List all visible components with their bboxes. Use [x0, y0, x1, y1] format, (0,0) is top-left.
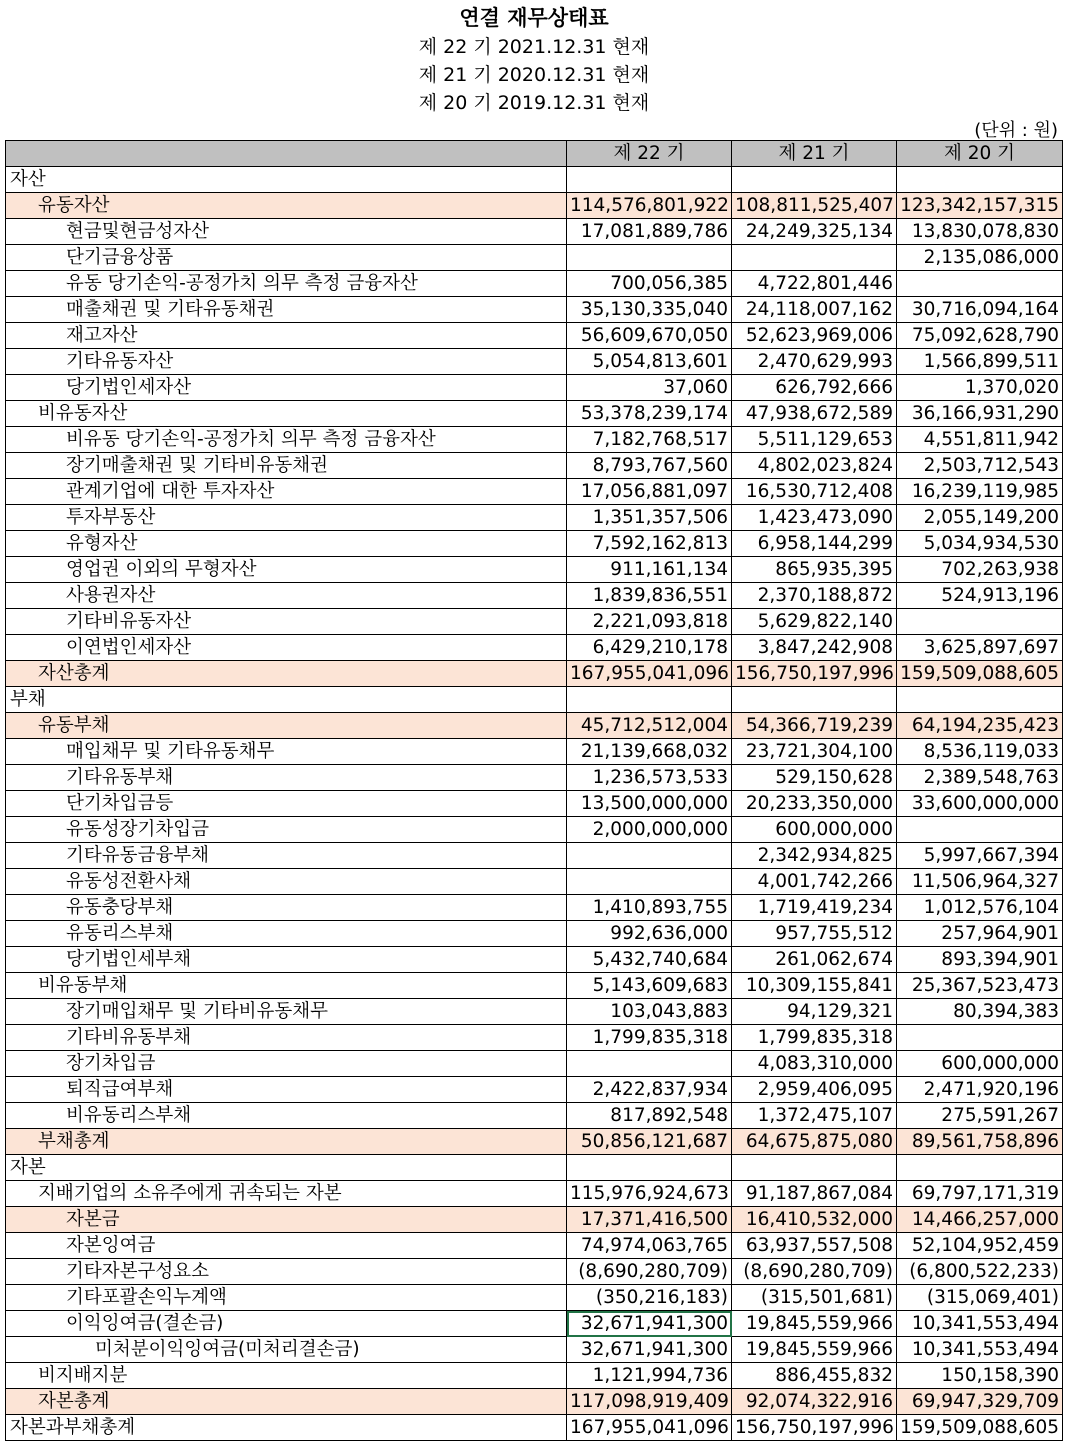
value-cell-20[interactable]: 2,471,920,196: [897, 1077, 1063, 1103]
value-cell-20[interactable]: 1,566,899,511: [897, 349, 1063, 375]
row-label[interactable]: 자본과부채총계: [6, 1415, 567, 1441]
table-row: [6, 1259, 1063, 1285]
header-row: [6, 141, 1063, 167]
value-cell-21[interactable]: 2,470,629,993: [732, 349, 897, 375]
row-label[interactable]: 자본금: [6, 1207, 567, 1233]
value-cell-21[interactable]: [732, 167, 897, 193]
value-cell-21[interactable]: (8,690,280,709): [732, 1259, 897, 1285]
value-cell-22[interactable]: [567, 843, 732, 869]
row-label[interactable]: 유동 당기손익-공정가치 의무 측정 금융자산: [6, 271, 567, 297]
table-row: [6, 609, 1063, 635]
period-22: 제 22 기 2021.12.31 현재: [418, 36, 650, 58]
table-row: [6, 245, 1063, 271]
table-row: [6, 1207, 1063, 1233]
table-row: [6, 193, 1063, 219]
row-label[interactable]: 이익잉여금(결손금): [6, 1311, 567, 1337]
header-period-22[interactable]: 제 22 기: [567, 141, 732, 167]
table-row: [6, 1285, 1063, 1311]
table-row: [6, 661, 1063, 687]
value-cell-22[interactable]: 13,500,000,000: [567, 791, 732, 817]
row-label[interactable]: 지배기업의 소유주에게 귀속되는 자본: [6, 1181, 567, 1207]
row-label[interactable]: 기타유동금융부채: [6, 843, 567, 869]
row-label[interactable]: 기타비유동부채: [6, 1025, 567, 1051]
value-cell-21[interactable]: [732, 687, 897, 713]
row-label[interactable]: 자본: [6, 1155, 567, 1181]
value-cell-22[interactable]: (8,690,280,709): [567, 1259, 732, 1285]
value-cell-20[interactable]: 69,947,329,709: [897, 1389, 1063, 1415]
value-cell-22[interactable]: [567, 167, 732, 193]
value-cell-22[interactable]: 32,671,941,300: [567, 1337, 732, 1363]
value-cell-21[interactable]: 64,675,875,080: [732, 1129, 897, 1155]
table-row: [6, 323, 1063, 349]
row-label[interactable]: 장기차입금: [6, 1051, 567, 1077]
row-label[interactable]: 장기매입채무 및 기타비유동채무: [6, 999, 567, 1025]
value-cell-21[interactable]: 54,366,719,239: [732, 713, 897, 739]
table-row: [6, 999, 1063, 1025]
value-cell-22[interactable]: 700,056,385: [567, 271, 732, 297]
value-cell-20[interactable]: 893,394,901: [897, 947, 1063, 973]
value-cell-21[interactable]: 2,370,188,872: [732, 583, 897, 609]
value-cell-21[interactable]: 4,083,310,000: [732, 1051, 897, 1077]
table-row: [6, 713, 1063, 739]
row-label[interactable]: 유동성장기차입금: [6, 817, 567, 843]
value-cell-20[interactable]: 10,341,553,494: [897, 1311, 1063, 1337]
value-cell-20[interactable]: 33,600,000,000: [897, 791, 1063, 817]
value-cell-22[interactable]: 1,799,835,318: [567, 1025, 732, 1051]
value-cell-21[interactable]: 10,309,155,841: [732, 973, 897, 999]
value-cell-22[interactable]: 1,410,893,755: [567, 895, 732, 921]
value-cell-22[interactable]: 37,060: [567, 375, 732, 401]
value-cell-22[interactable]: 5,143,609,683: [567, 973, 732, 999]
table-row: [6, 505, 1063, 531]
value-cell-21[interactable]: 600,000,000: [732, 817, 897, 843]
row-label[interactable]: 유동리스부채: [6, 921, 567, 947]
value-cell-22[interactable]: [567, 245, 732, 271]
table-row: [6, 1155, 1063, 1181]
value-cell-20[interactable]: 1,012,576,104: [897, 895, 1063, 921]
row-label[interactable]: 영업권 이외의 무형자산: [6, 557, 567, 583]
row-label[interactable]: 유동부채: [6, 713, 567, 739]
value-cell-21[interactable]: 19,845,559,966: [732, 1337, 897, 1363]
value-cell-20[interactable]: [897, 609, 1063, 635]
table-row: [6, 817, 1063, 843]
value-cell-20[interactable]: 5,997,667,394: [897, 843, 1063, 869]
value-cell-20[interactable]: 4,551,811,942: [897, 427, 1063, 453]
row-label[interactable]: 장기매출채권 및 기타비유동채권: [6, 453, 567, 479]
row-label[interactable]: 자본총계: [6, 1389, 567, 1415]
value-cell-22[interactable]: 1,351,357,506: [567, 505, 732, 531]
table-row: [6, 1077, 1063, 1103]
statement-title: 연결 재무상태표: [459, 6, 609, 30]
value-cell-21[interactable]: 63,937,557,508: [732, 1233, 897, 1259]
value-cell-21[interactable]: (315,501,681): [732, 1285, 897, 1311]
row-label[interactable]: 비유동리스부채: [6, 1103, 567, 1129]
value-cell-21[interactable]: 1,423,473,090: [732, 505, 897, 531]
value-cell-20[interactable]: 89,561,758,896: [897, 1129, 1063, 1155]
value-cell-20[interactable]: 159,509,088,605: [897, 661, 1063, 687]
row-label[interactable]: 단기금융상품: [6, 245, 567, 271]
value-cell-21[interactable]: 108,811,525,407: [732, 193, 897, 219]
value-cell-20[interactable]: 257,964,901: [897, 921, 1063, 947]
value-cell-21[interactable]: 2,342,934,825: [732, 843, 897, 869]
value-cell-20[interactable]: 30,716,094,164: [897, 297, 1063, 323]
value-cell-20[interactable]: 11,506,964,327: [897, 869, 1063, 895]
value-cell-21[interactable]: 5,629,822,140: [732, 609, 897, 635]
value-cell-22[interactable]: 992,636,000: [567, 921, 732, 947]
table-row: [6, 1337, 1063, 1363]
row-label[interactable]: 유형자산: [6, 531, 567, 557]
table-row: [6, 375, 1063, 401]
value-cell-20[interactable]: [897, 271, 1063, 297]
value-cell-21[interactable]: 4,722,801,446: [732, 271, 897, 297]
value-cell-21[interactable]: 156,750,197,996: [732, 661, 897, 687]
value-cell-22[interactable]: 114,576,801,922: [567, 193, 732, 219]
value-cell-21[interactable]: 1,372,475,107: [732, 1103, 897, 1129]
value-cell-22[interactable]: 8,793,767,560: [567, 453, 732, 479]
value-cell-21[interactable]: 94,129,321: [732, 999, 897, 1025]
value-cell-21[interactable]: [732, 245, 897, 271]
table-row: [6, 921, 1063, 947]
value-cell-20[interactable]: [897, 167, 1063, 193]
value-cell-22[interactable]: 74,974,063,765: [567, 1233, 732, 1259]
value-cell-20[interactable]: [897, 817, 1063, 843]
table-row: [6, 843, 1063, 869]
row-label[interactable]: 사용권자산: [6, 583, 567, 609]
value-cell-20[interactable]: 702,263,938: [897, 557, 1063, 583]
value-cell-22[interactable]: 167,955,041,096: [567, 661, 732, 687]
value-cell-22[interactable]: [567, 869, 732, 895]
table-row: [6, 531, 1063, 557]
row-label[interactable]: 비유동자산: [6, 401, 567, 427]
row-label[interactable]: 비지배지분: [6, 1363, 567, 1389]
value-cell-20[interactable]: 3,625,897,697: [897, 635, 1063, 661]
value-cell-22[interactable]: 53,378,239,174: [567, 401, 732, 427]
table-row: [6, 1363, 1063, 1389]
value-cell-22[interactable]: 7,182,768,517: [567, 427, 732, 453]
value-cell-20[interactable]: 2,135,086,000: [897, 245, 1063, 271]
value-cell-22[interactable]: 5,054,813,601: [567, 349, 732, 375]
table-row: [6, 271, 1063, 297]
value-cell-21[interactable]: 19,845,559,966: [732, 1311, 897, 1337]
table-row: [6, 1389, 1063, 1415]
value-cell-20[interactable]: 1,370,020: [897, 375, 1063, 401]
balance-sheet-table: [5, 140, 1063, 1441]
value-cell-20[interactable]: [897, 1025, 1063, 1051]
table-row: [6, 765, 1063, 791]
value-cell-21[interactable]: 2,959,406,095: [732, 1077, 897, 1103]
row-label[interactable]: 투자부동산: [6, 505, 567, 531]
value-cell-22[interactable]: 17,056,881,097: [567, 479, 732, 505]
row-label[interactable]: 자산: [6, 167, 567, 193]
value-cell-22[interactable]: 32,671,941,300: [567, 1311, 732, 1337]
value-cell-21[interactable]: 886,455,832: [732, 1363, 897, 1389]
table-row: [6, 297, 1063, 323]
table-row: [6, 1415, 1063, 1441]
value-cell-22[interactable]: [567, 1155, 732, 1181]
table-row: [6, 1233, 1063, 1259]
value-cell-20[interactable]: 14,466,257,000: [897, 1207, 1063, 1233]
value-cell-22[interactable]: 6,429,210,178: [567, 635, 732, 661]
row-label[interactable]: 자산총계: [6, 661, 567, 687]
row-label[interactable]: 당기법인세자산: [6, 375, 567, 401]
value-cell-20[interactable]: 52,104,952,459: [897, 1233, 1063, 1259]
value-cell-22[interactable]: 817,892,548: [567, 1103, 732, 1129]
value-cell-20[interactable]: 275,591,267: [897, 1103, 1063, 1129]
value-cell-22[interactable]: 35,130,335,040: [567, 297, 732, 323]
value-cell-22[interactable]: 1,121,994,736: [567, 1363, 732, 1389]
value-cell-22[interactable]: 115,976,924,673: [567, 1181, 732, 1207]
value-cell-20[interactable]: 159,509,088,605: [897, 1415, 1063, 1441]
value-cell-21[interactable]: 3,847,242,908: [732, 635, 897, 661]
table-row: [6, 791, 1063, 817]
value-cell-22[interactable]: 1,236,573,533: [567, 765, 732, 791]
value-cell-21[interactable]: 5,511,129,653: [732, 427, 897, 453]
row-label[interactable]: 기타포괄손익누계액: [6, 1285, 567, 1311]
value-cell-20[interactable]: 600,000,000: [897, 1051, 1063, 1077]
table-row: [6, 167, 1063, 193]
value-cell-21[interactable]: 156,750,197,996: [732, 1415, 897, 1441]
value-cell-21[interactable]: 16,410,532,000: [732, 1207, 897, 1233]
header-label[interactable]: [6, 141, 567, 167]
row-label[interactable]: 비유동 당기손익-공정가치 의무 측정 금융자산: [6, 427, 567, 453]
value-cell-21[interactable]: 52,623,969,006: [732, 323, 897, 349]
table-row: [6, 479, 1063, 505]
row-label[interactable]: 매출채권 및 기타유동채권: [6, 297, 567, 323]
value-cell-20[interactable]: 36,166,931,290: [897, 401, 1063, 427]
value-cell-22[interactable]: (350,216,183): [567, 1285, 732, 1311]
row-label[interactable]: 단기차입금등: [6, 791, 567, 817]
row-label[interactable]: 유동성전환사채: [6, 869, 567, 895]
value-cell-20[interactable]: 10,341,553,494: [897, 1337, 1063, 1363]
value-cell-21[interactable]: 91,187,867,084: [732, 1181, 897, 1207]
row-label[interactable]: 기타자본구성요소: [6, 1259, 567, 1285]
value-cell-20[interactable]: 69,797,171,319: [897, 1181, 1063, 1207]
table-row: [6, 1051, 1063, 1077]
row-label[interactable]: 현금및현금성자산: [6, 219, 567, 245]
value-cell-22[interactable]: 2,000,000,000: [567, 817, 732, 843]
table-row: [6, 427, 1063, 453]
value-cell-20[interactable]: (315,069,401): [897, 1285, 1063, 1311]
table-row: [6, 687, 1063, 713]
value-cell-21[interactable]: 865,935,395: [732, 557, 897, 583]
value-cell-21[interactable]: 20,233,350,000: [732, 791, 897, 817]
table-row: [6, 219, 1063, 245]
table-row: [6, 1129, 1063, 1155]
table-row: [6, 1181, 1063, 1207]
value-cell-21[interactable]: 529,150,628: [732, 765, 897, 791]
value-cell-20[interactable]: [897, 1155, 1063, 1181]
row-label[interactable]: 매입채무 및 기타유동채무: [6, 739, 567, 765]
value-cell-22[interactable]: 117,098,919,409: [567, 1389, 732, 1415]
value-cell-20[interactable]: 150,158,390: [897, 1363, 1063, 1389]
table-row: [6, 453, 1063, 479]
value-cell-22[interactable]: 7,592,162,813: [567, 531, 732, 557]
value-cell-21[interactable]: 92,074,322,916: [732, 1389, 897, 1415]
value-cell-22[interactable]: [567, 1051, 732, 1077]
value-cell-21[interactable]: 6,958,144,299: [732, 531, 897, 557]
value-cell-22[interactable]: 911,161,134: [567, 557, 732, 583]
value-cell-21[interactable]: 1,799,835,318: [732, 1025, 897, 1051]
value-cell-20[interactable]: 2,389,548,763: [897, 765, 1063, 791]
value-cell-20[interactable]: [897, 687, 1063, 713]
value-cell-21[interactable]: 47,938,672,589: [732, 401, 897, 427]
value-cell-22[interactable]: 17,371,416,500: [567, 1207, 732, 1233]
value-cell-21[interactable]: 1,719,419,234: [732, 895, 897, 921]
value-cell-22[interactable]: 5,432,740,684: [567, 947, 732, 973]
row-label[interactable]: 이연법인세자산: [6, 635, 567, 661]
row-label[interactable]: 미처분이익잉여금(미처리결손금): [6, 1337, 567, 1363]
table-row: [6, 973, 1063, 999]
table-row: [6, 1103, 1063, 1129]
value-cell-20[interactable]: (6,800,522,233): [897, 1259, 1063, 1285]
value-cell-22[interactable]: 45,712,512,004: [567, 713, 732, 739]
row-label[interactable]: 당기법인세부채: [6, 947, 567, 973]
row-label[interactable]: 기타비유동자산: [6, 609, 567, 635]
row-label[interactable]: 자본잉여금: [6, 1233, 567, 1259]
row-label[interactable]: 재고자산: [6, 323, 567, 349]
value-cell-21[interactable]: 626,792,666: [732, 375, 897, 401]
value-cell-22[interactable]: 2,422,837,934: [567, 1077, 732, 1103]
value-cell-22[interactable]: 21,139,668,032: [567, 739, 732, 765]
table-row: [6, 1025, 1063, 1051]
value-cell-20[interactable]: 75,092,628,790: [897, 323, 1063, 349]
value-cell-20[interactable]: 2,503,712,543: [897, 453, 1063, 479]
header-period-20[interactable]: 제 20 기: [897, 141, 1063, 167]
value-cell-21[interactable]: 4,001,742,266: [732, 869, 897, 895]
value-cell-22[interactable]: 103,043,883: [567, 999, 732, 1025]
value-cell-21[interactable]: 261,062,674: [732, 947, 897, 973]
value-cell-22[interactable]: 56,609,670,050: [567, 323, 732, 349]
table-row: [6, 635, 1063, 661]
value-cell-20[interactable]: 16,239,119,985: [897, 479, 1063, 505]
period-20: 제 20 기 2019.12.31 현재: [418, 92, 650, 114]
row-label[interactable]: 부채: [6, 687, 567, 713]
value-cell-22[interactable]: 50,856,121,687: [567, 1129, 732, 1155]
value-cell-21[interactable]: 957,755,512: [732, 921, 897, 947]
value-cell-22[interactable]: [567, 687, 732, 713]
table-row: [6, 895, 1063, 921]
value-cell-22[interactable]: 17,081,889,786: [567, 219, 732, 245]
value-cell-21[interactable]: 23,721,304,100: [732, 739, 897, 765]
row-label[interactable]: 관계기업에 대한 투자자산: [6, 479, 567, 505]
value-cell-20[interactable]: 123,342,157,315: [897, 193, 1063, 219]
row-label[interactable]: 퇴직급여부채: [6, 1077, 567, 1103]
row-label[interactable]: 기타유동부채: [6, 765, 567, 791]
table-row: [6, 401, 1063, 427]
period-21: 제 21 기 2020.12.31 현재: [418, 64, 650, 86]
value-cell-20[interactable]: 13,830,078,830: [897, 219, 1063, 245]
table-row: [6, 1311, 1063, 1337]
table-row: [6, 739, 1063, 765]
value-cell-22[interactable]: 1,839,836,551: [567, 583, 732, 609]
row-label[interactable]: 비유동부채: [6, 973, 567, 999]
table-row: [6, 583, 1063, 609]
value-cell-21[interactable]: 24,118,007,162: [732, 297, 897, 323]
value-cell-21[interactable]: 16,530,712,408: [732, 479, 897, 505]
row-label[interactable]: 유동충당부채: [6, 895, 567, 921]
value-cell-20[interactable]: 25,367,523,473: [897, 973, 1063, 999]
table-row: [6, 947, 1063, 973]
value-cell-20[interactable]: 64,194,235,423: [897, 713, 1063, 739]
row-label[interactable]: 부채총계: [6, 1129, 567, 1155]
value-cell-20[interactable]: 524,913,196: [897, 583, 1063, 609]
value-cell-21[interactable]: [732, 1155, 897, 1181]
value-cell-22[interactable]: 167,955,041,096: [567, 1415, 732, 1441]
table-row: [6, 557, 1063, 583]
table-row: [6, 869, 1063, 895]
value-cell-20[interactable]: 8,536,119,033: [897, 739, 1063, 765]
unit-label: (단위 : 원): [974, 120, 1058, 141]
value-cell-20[interactable]: 5,034,934,530: [897, 531, 1063, 557]
header-period-21[interactable]: 제 21 기: [732, 141, 897, 167]
value-cell-21[interactable]: 24,249,325,134: [732, 219, 897, 245]
table-row: [6, 349, 1063, 375]
value-cell-20[interactable]: 80,394,383: [897, 999, 1063, 1025]
value-cell-22[interactable]: 2,221,093,818: [567, 609, 732, 635]
row-label[interactable]: 유동자산: [6, 193, 567, 219]
value-cell-20[interactable]: 2,055,149,200: [897, 505, 1063, 531]
value-cell-21[interactable]: 4,802,023,824: [732, 453, 897, 479]
row-label[interactable]: 기타유동자산: [6, 349, 567, 375]
